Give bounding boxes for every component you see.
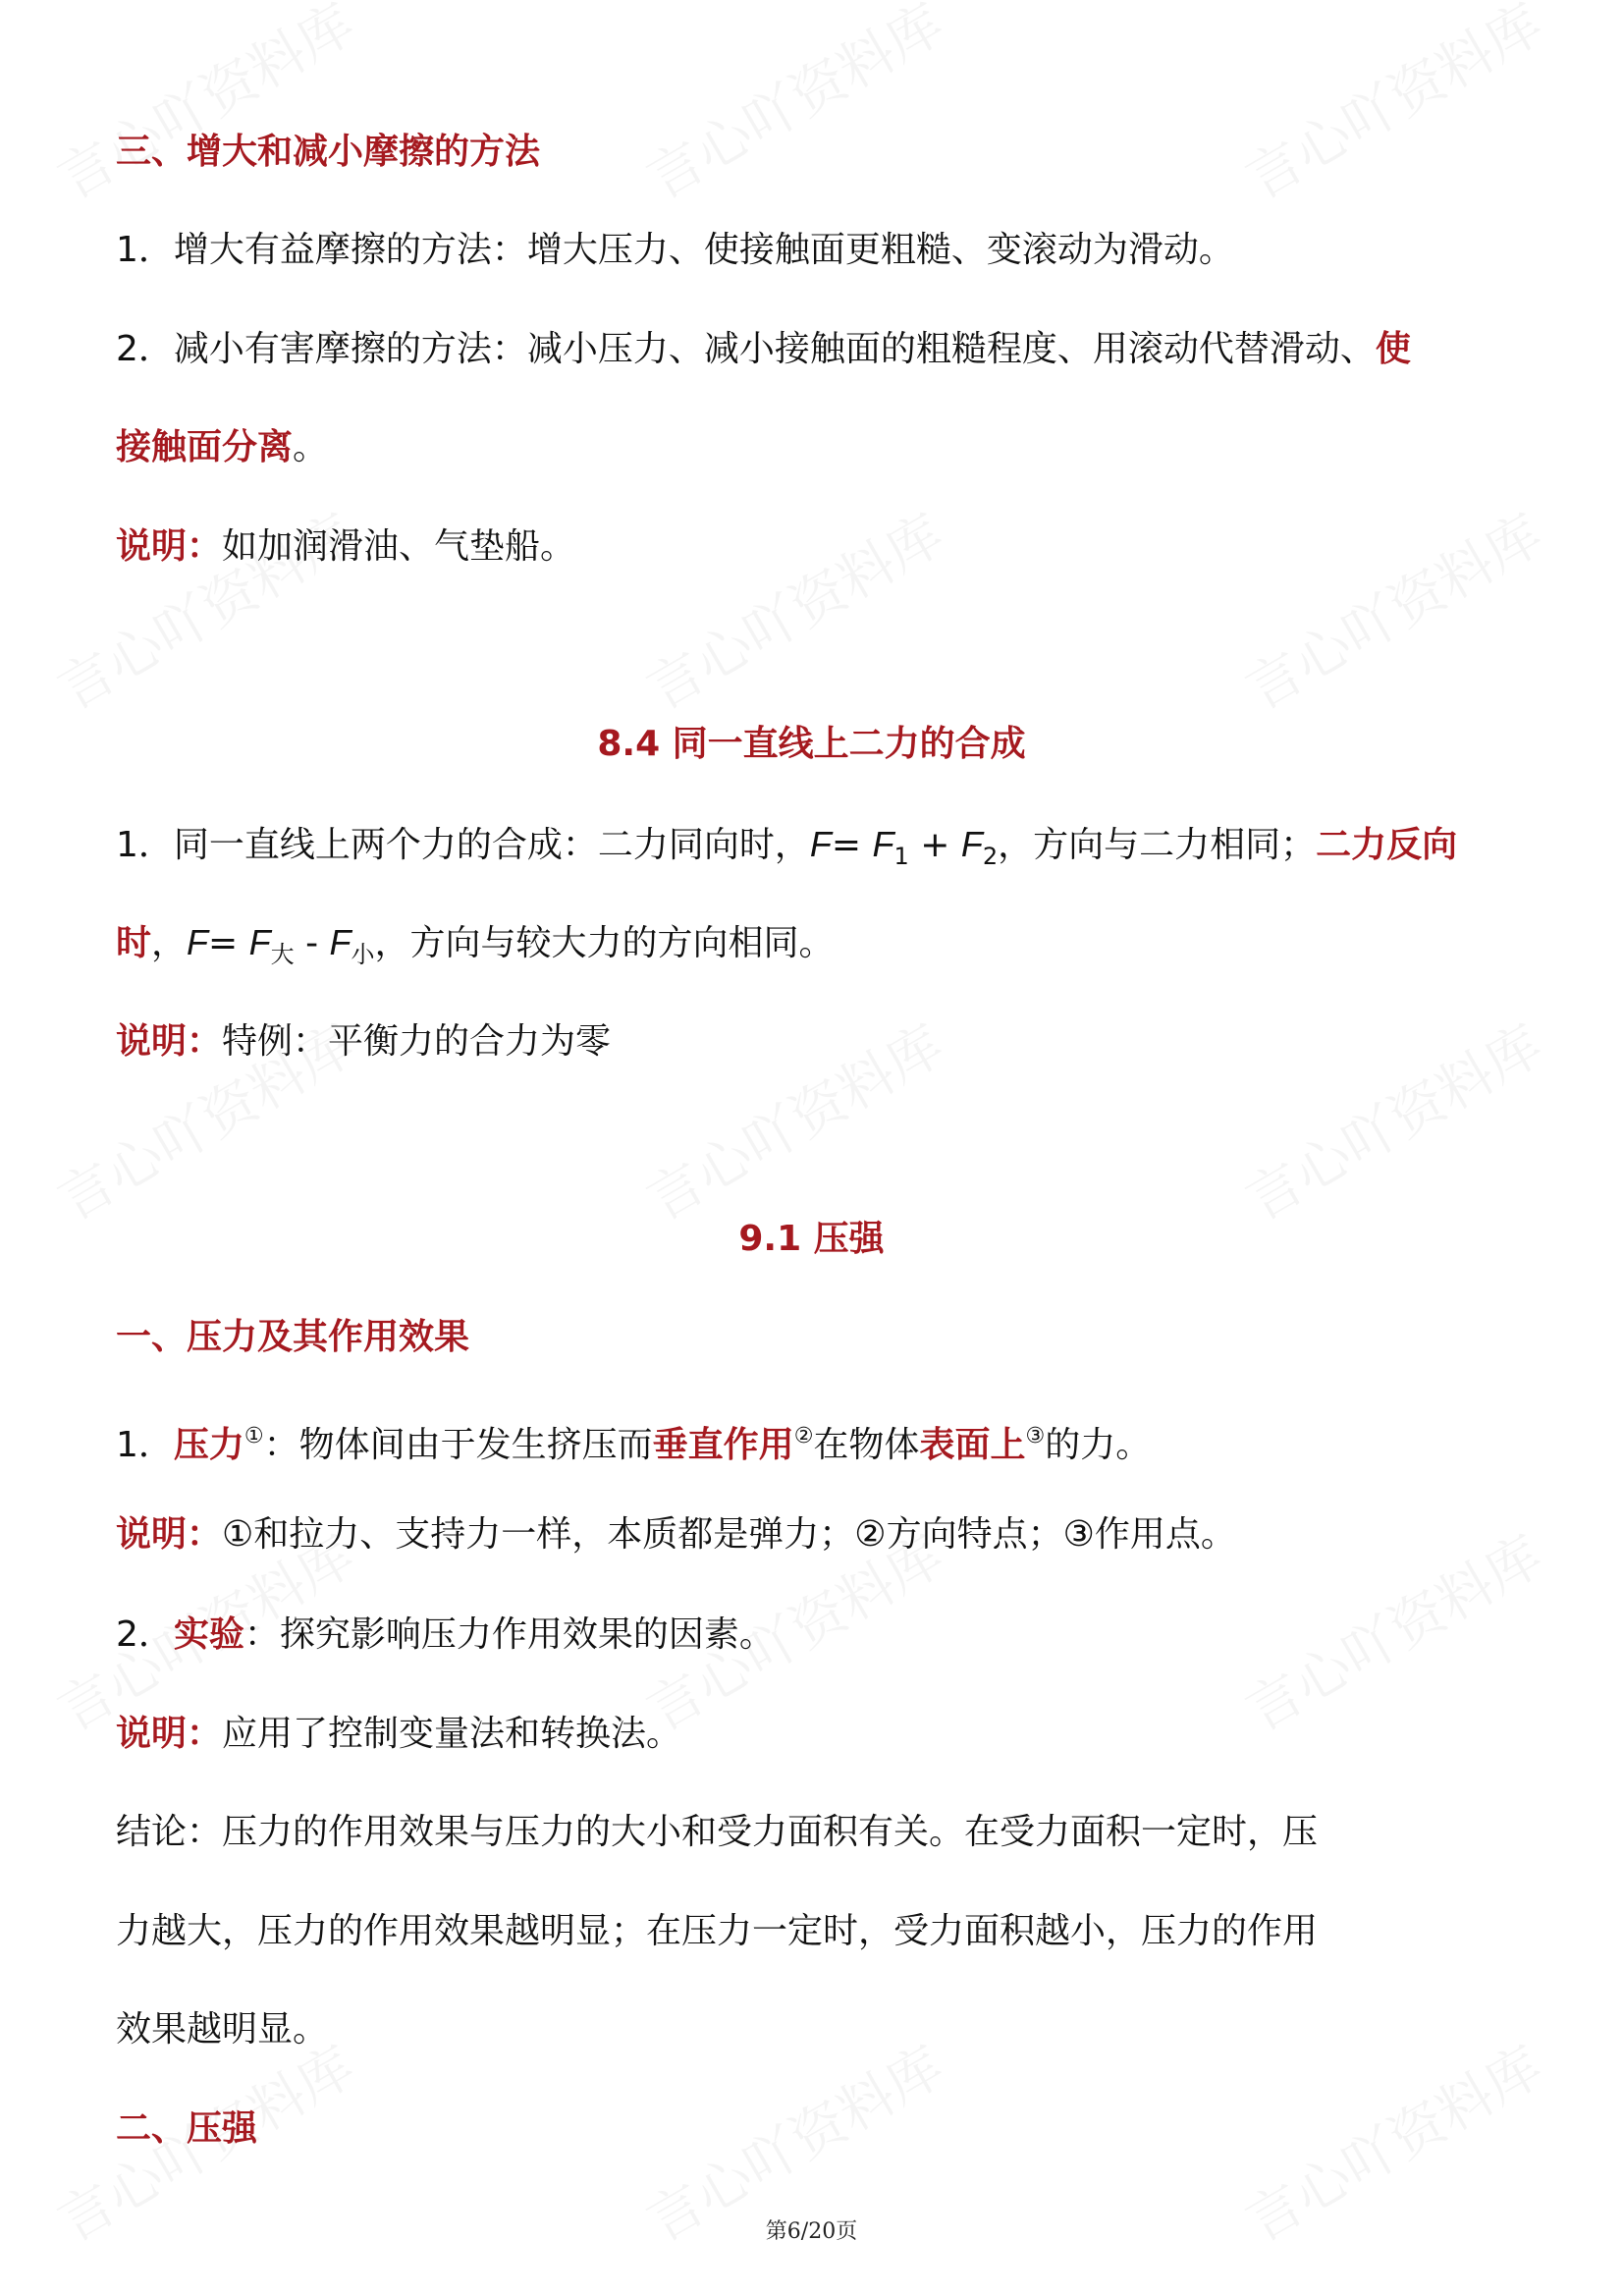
watermark xyxy=(631,0,956,215)
text-segment: ③ xyxy=(1025,1424,1046,1449)
text-segment: F xyxy=(960,824,983,864)
text-segment: ， xyxy=(151,923,188,963)
highlight-text: 垂直作用 xyxy=(652,1425,794,1465)
highlight-text: 说明： xyxy=(116,1514,223,1555)
text-segment: ② xyxy=(793,1424,814,1449)
text-segment: - xyxy=(294,923,330,963)
highlight-text: 说明： xyxy=(116,1021,223,1062)
text-line xyxy=(116,320,1525,379)
text-line xyxy=(116,1902,1525,1961)
text-line xyxy=(116,1705,1525,1764)
page-number: 第6/20页 xyxy=(765,2219,858,2244)
text-segment: 小 xyxy=(351,941,375,968)
text-line xyxy=(116,913,1525,984)
text-segment: 结论：压力的作用效果与压力的大小和受力面积有关。在受力面积一定时，压 xyxy=(116,1812,1319,1852)
text-line xyxy=(116,1606,1525,1665)
text-line xyxy=(116,221,1525,280)
highlight-text: 表面上 xyxy=(919,1425,1026,1465)
highlight-text: 接触面分离 xyxy=(116,427,294,467)
text-segment: 1．增大有益摩擦的方法：增大压力、使接触面更粗糙、变滚动为滑动。 xyxy=(116,230,1234,270)
highlight-text: 三、增大和减小摩擦的方法 xyxy=(116,132,541,172)
text-segment: ：物体间由于发生挤压而 xyxy=(263,1425,653,1465)
text-segment: 应用了控制变量法和转换法。 xyxy=(222,1714,682,1754)
text-line xyxy=(116,1803,1525,1862)
text-segment: F xyxy=(872,824,894,864)
text-segment: 在物体 xyxy=(813,1425,920,1465)
text-segment: 1． xyxy=(116,1425,174,1465)
highlight-text: 时 xyxy=(116,923,152,963)
text-line xyxy=(116,1012,1525,1071)
text-line xyxy=(116,123,1525,182)
text-segment: + xyxy=(908,825,961,865)
highlight-text: 9.1 压强 xyxy=(738,1219,885,1259)
text-segment: = xyxy=(208,923,249,963)
text-segment: ，方向与二力相同； xyxy=(998,825,1317,865)
highlight-text: 实验 xyxy=(173,1614,244,1655)
text-segment: F xyxy=(248,922,271,962)
text-segment: = xyxy=(831,825,873,865)
text-segment: 力越大，压力的作用效果越明显；在压力一定时，受力面积越小，压力的作用 xyxy=(116,1911,1319,1951)
highlight-text: 压力 xyxy=(173,1425,244,1465)
highlight-text: 二力反向 xyxy=(1316,825,1458,865)
highlight-text: 一、压力及其作用效果 xyxy=(116,1317,470,1357)
text-segment: F xyxy=(187,922,209,962)
text-segment: 1 xyxy=(893,843,909,870)
text-segment: ① xyxy=(243,1424,264,1449)
text-line xyxy=(116,1505,1525,1564)
text-segment: 特例：平衡力的合力为零 xyxy=(222,1021,612,1062)
text-segment: 效果越明显。 xyxy=(116,2009,329,2050)
highlight-text: 二、压强 xyxy=(116,2108,258,2149)
highlight-text: 8.4 同一直线上二力的合成 xyxy=(597,724,1026,764)
watermark xyxy=(42,0,367,215)
text-segment: ，方向与较大力的方向相同。 xyxy=(374,923,835,963)
text-segment: 1．同一直线上两个力的合成：二力同向时， xyxy=(116,825,810,865)
text-line xyxy=(116,815,1525,886)
highlight-text: 使 xyxy=(1375,329,1411,369)
section-title xyxy=(0,1210,1623,1269)
text-line xyxy=(116,1407,1525,1475)
text-segment: 2． xyxy=(116,1614,174,1655)
text-line xyxy=(116,2000,1525,2059)
highlight-text: 说明： xyxy=(116,1714,223,1754)
highlight-text: 说明： xyxy=(116,526,223,567)
text-segment: 2 xyxy=(982,843,999,870)
text-line xyxy=(116,2100,1525,2159)
text-segment: ①和拉力、支持力一样，本质都是弹力；②方向特点；③作用点。 xyxy=(222,1514,1236,1555)
text-segment: 大 xyxy=(270,941,295,968)
watermark xyxy=(1230,0,1555,215)
text-segment: 如加润滑油、气垫船。 xyxy=(222,526,576,567)
text-line xyxy=(116,1308,1525,1367)
text-segment: ：探究影响压力作用效果的因素。 xyxy=(243,1614,775,1655)
text-segment: 的力。 xyxy=(1045,1425,1152,1465)
text-segment: F xyxy=(809,824,832,864)
text-line xyxy=(116,518,1525,576)
text-line xyxy=(116,418,1525,477)
text-segment: 2．减小有害摩擦的方法：减小压力、减小接触面的粗糙程度、用滚动代替滑动、 xyxy=(116,329,1376,369)
text-segment: 。 xyxy=(293,427,329,467)
section-title xyxy=(0,715,1623,774)
text-segment: F xyxy=(329,922,352,962)
